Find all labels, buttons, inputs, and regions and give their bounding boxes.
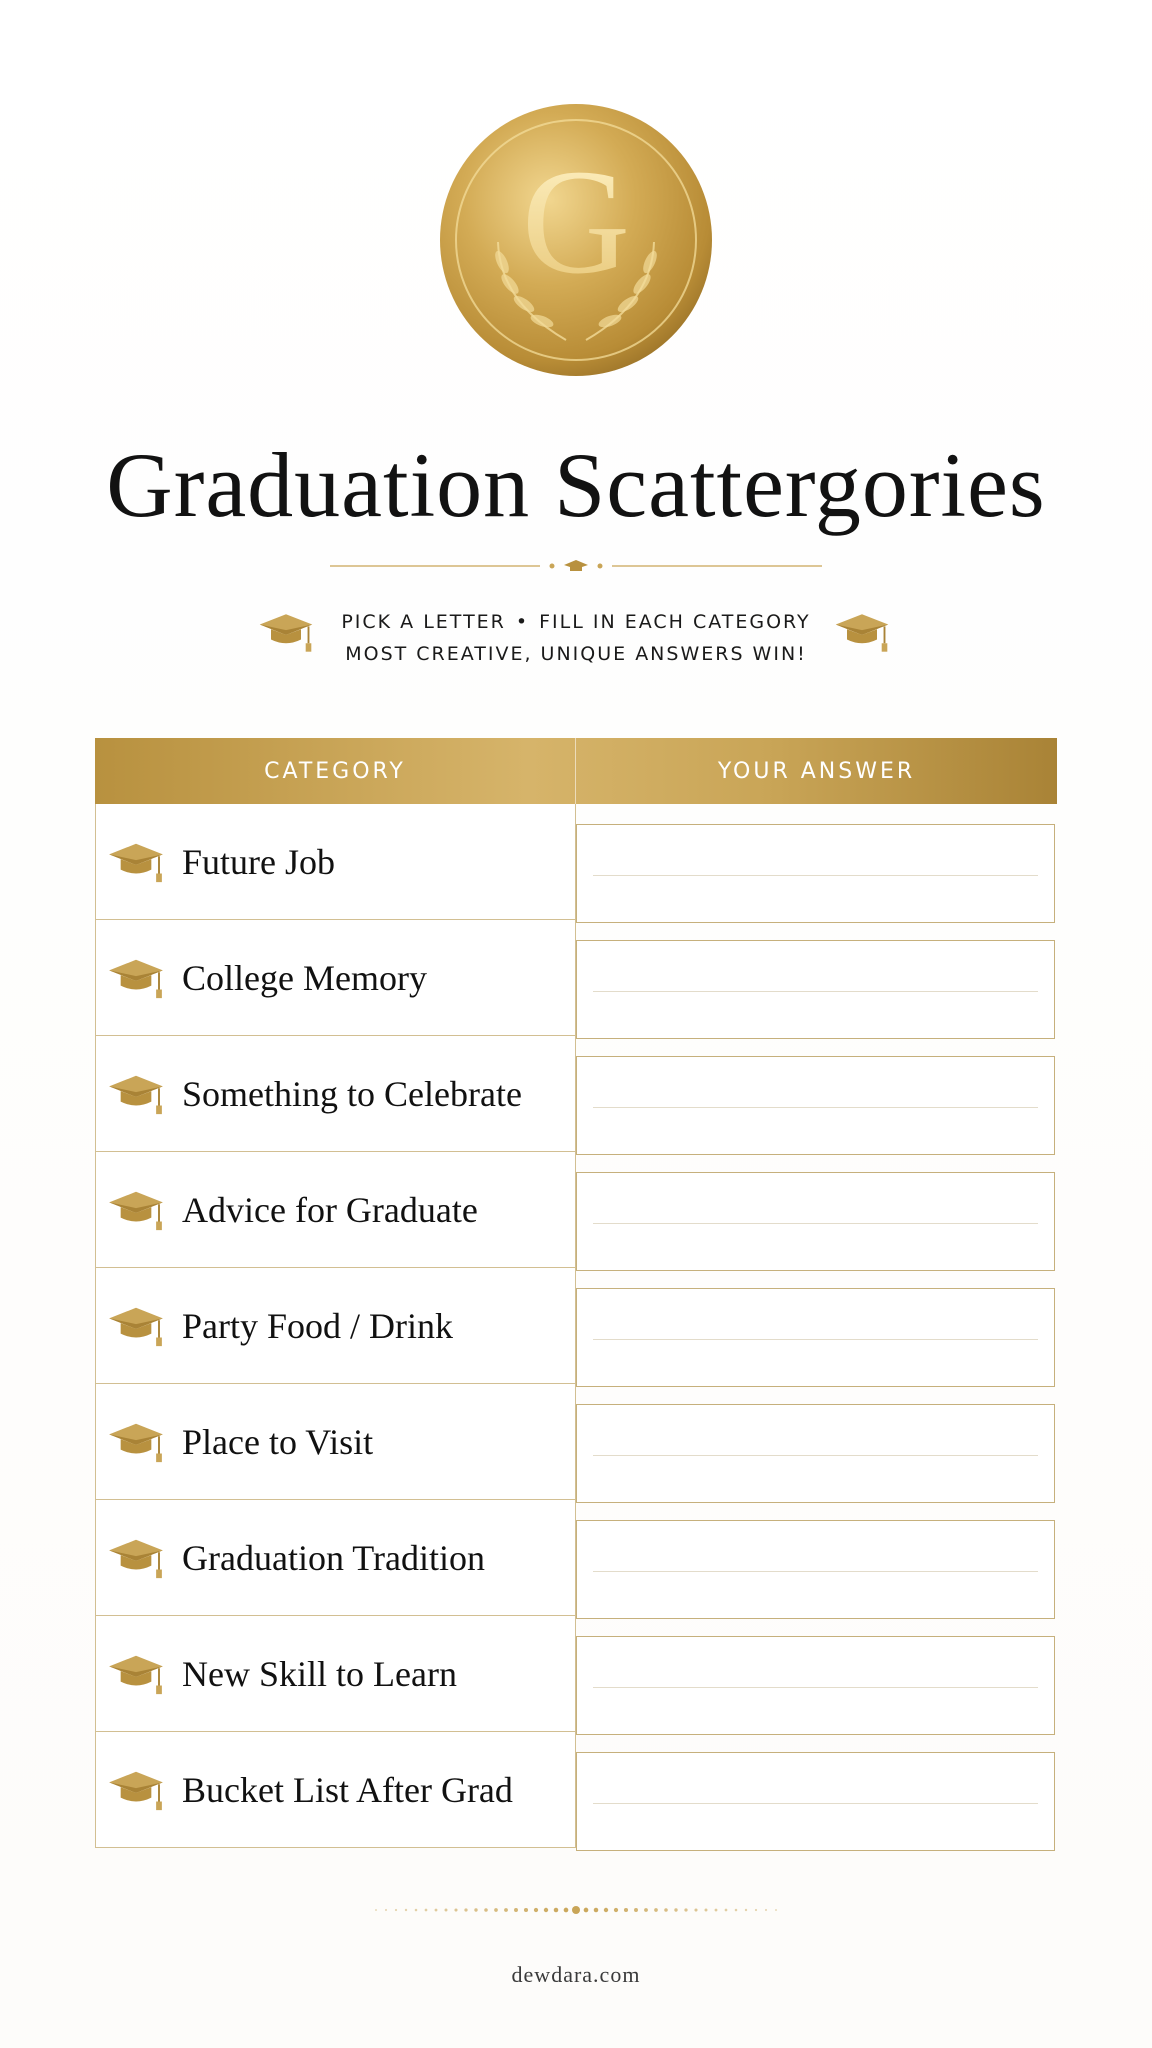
category-label: Graduation Tradition: [182, 1537, 485, 1578]
graduation-cap-icon: [104, 1767, 168, 1813]
answer-field[interactable]: [576, 824, 1055, 923]
writing-line: [593, 1107, 1038, 1108]
category-cell: [95, 1152, 576, 1268]
table-row: [95, 804, 1057, 920]
dotted-divider: [374, 1902, 778, 1918]
ornament-dot: [755, 1909, 757, 1911]
ornament-dot: [454, 1908, 457, 1911]
ornament-dot: [604, 1908, 608, 1912]
monogram-medallion: [438, 102, 714, 378]
answer-cell: [576, 1384, 1057, 1500]
ornament-dot: [415, 1909, 418, 1912]
ornament-dot: [584, 1908, 589, 1913]
writing-line: [593, 875, 1038, 876]
ornament-dot: [694, 1908, 697, 1911]
answer-cell: [576, 1036, 1057, 1152]
instructions-line-1: [0, 606, 1152, 638]
category-label: Party Food / Drink: [182, 1305, 454, 1346]
ornament-dot: [524, 1908, 528, 1912]
category-label: Bucket List After Grad: [182, 1769, 513, 1810]
answer-field[interactable]: [576, 1288, 1055, 1387]
footer-website: dewdara.com: [511, 1962, 641, 1987]
table-header: [95, 738, 1057, 804]
category-label: New Skill to Learn: [182, 1653, 457, 1694]
ornament-dot: [385, 1909, 387, 1911]
writing-line: [593, 1687, 1038, 1688]
graduation-cap-icon: [104, 839, 168, 885]
instructions: [0, 606, 1152, 670]
ornament-dot: [405, 1909, 407, 1911]
medallion-letter: G: [521, 139, 631, 305]
table-row: [95, 1500, 1057, 1616]
category-label: Advice for Graduate: [182, 1189, 478, 1230]
category-label: Something to Celebrate: [182, 1073, 522, 1114]
answer-field[interactable]: [576, 940, 1055, 1039]
ornament-dot: [775, 1909, 777, 1911]
category-cell: [95, 1036, 576, 1152]
category-label: College Memory: [182, 957, 427, 998]
page-title: Graduation Scattergories: [106, 434, 1046, 536]
ornament-dot: [484, 1908, 488, 1912]
answer-cell: [576, 1500, 1057, 1616]
answer-field[interactable]: [576, 1636, 1055, 1735]
category-cell: [95, 1732, 576, 1848]
ornament-dot: [554, 1908, 559, 1913]
writing-line: [593, 991, 1038, 992]
instructions-fill-category: FILL IN EACH CATEGORY: [539, 611, 811, 633]
ornament-dot: [624, 1908, 628, 1912]
instructions-line-2: MOST CREATIVE, UNIQUE ANSWERS WIN!: [345, 643, 807, 665]
answer-field[interactable]: [576, 1172, 1055, 1271]
ornament-dot: [674, 1908, 677, 1911]
ornament-dot: [514, 1908, 518, 1912]
category-cell: [95, 920, 576, 1036]
instructions-pick-letter: PICK A LETTER: [341, 611, 506, 633]
ornament-dot: [425, 1909, 428, 1912]
category-cell: [95, 1268, 576, 1384]
ornament-dot: [395, 1909, 397, 1911]
ornament-dot: [664, 1908, 668, 1912]
table-body: [95, 804, 1057, 1848]
header-category: CATEGORY: [95, 738, 576, 804]
ornament-dot: [654, 1908, 658, 1912]
ornamental-divider: [330, 556, 822, 576]
ornament-dot: [644, 1908, 648, 1912]
graduation-cap-icon: [104, 1187, 168, 1233]
category-table: [95, 738, 1057, 1848]
table-row: [95, 1384, 1057, 1500]
answer-field[interactable]: [576, 1752, 1055, 1851]
ornament-dot: [572, 1906, 580, 1914]
category-cell: [95, 1500, 576, 1616]
category-cell: [95, 1616, 576, 1732]
laurel-medallion-icon: [438, 102, 714, 378]
writing-line: [593, 1571, 1038, 1572]
ornament-dot: [464, 1908, 467, 1911]
graduation-cap-icon: [104, 955, 168, 1001]
ornament-dot: [715, 1909, 718, 1912]
table-row: [95, 1732, 1057, 1848]
answer-field[interactable]: [576, 1056, 1055, 1155]
ornament-dot: [735, 1909, 738, 1912]
ornament-dot: [634, 1908, 638, 1912]
table-row: [95, 1152, 1057, 1268]
answer-cell: [576, 1268, 1057, 1384]
answer-field[interactable]: [576, 1520, 1055, 1619]
ornament-dot: [544, 1908, 548, 1912]
answer-cell: [576, 1732, 1057, 1848]
ornament-dot: [745, 1909, 747, 1911]
ornament-dot: [684, 1908, 687, 1911]
ornament-dot: [765, 1909, 767, 1911]
category-label: Future Job: [182, 841, 335, 882]
ornament-dot: [494, 1908, 498, 1912]
answer-field[interactable]: [576, 1404, 1055, 1503]
instructions-bullet: •: [515, 611, 530, 633]
ornament-dot: [474, 1908, 477, 1911]
graduation-cap-icon: [104, 1419, 168, 1465]
writing-line: [593, 1339, 1038, 1340]
writing-line: [593, 1223, 1038, 1224]
header-your-answer: YOUR ANSWER: [717, 758, 916, 784]
category-cell: [95, 804, 576, 920]
ornament-dot: [534, 1908, 538, 1912]
graduation-cap-icon: [104, 1303, 168, 1349]
graduation-cap-icon: [104, 1651, 168, 1697]
graduation-cap-icon: [104, 1535, 168, 1581]
ornament-dot: [705, 1909, 708, 1912]
ornament-dot: [375, 1909, 377, 1911]
category-cell: [95, 1384, 576, 1500]
ornament-dot: [435, 1909, 438, 1912]
answer-cell: [576, 1152, 1057, 1268]
ornament-dot: [504, 1908, 508, 1912]
ornament-dot: [564, 1908, 569, 1913]
answer-cell: [576, 920, 1057, 1036]
ornament-dot: [594, 1908, 599, 1913]
table-row: [95, 1036, 1057, 1152]
table-row: [95, 1616, 1057, 1732]
graduation-cap-icon: [104, 1071, 168, 1117]
writing-line: [593, 1803, 1038, 1804]
answer-cell: [576, 1616, 1057, 1732]
table-row: [95, 1268, 1057, 1384]
ornament-dot: [614, 1908, 618, 1912]
writing-line: [593, 1455, 1038, 1456]
table-row: [95, 920, 1057, 1036]
answer-cell: [576, 804, 1057, 920]
ornament-dot: [445, 1909, 448, 1912]
category-label: Place to Visit: [182, 1421, 374, 1462]
ornament-dot: [725, 1909, 728, 1912]
